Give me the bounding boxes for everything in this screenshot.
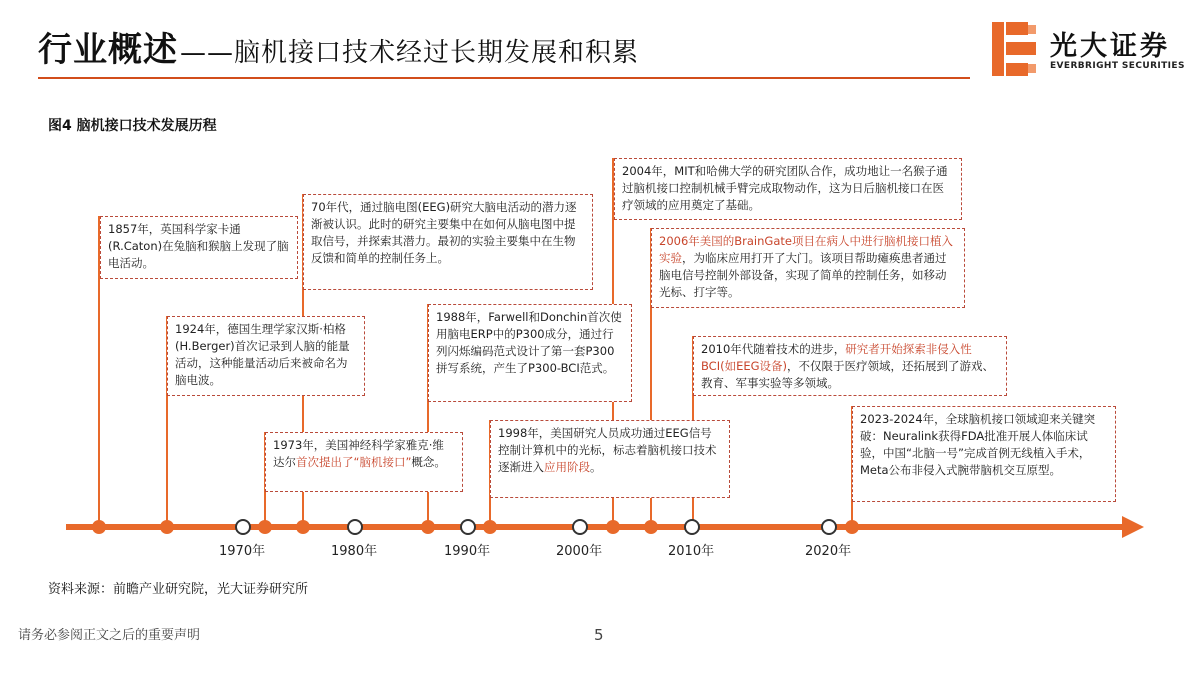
event-dot — [845, 520, 859, 534]
axis-tick-label: 1990年 — [444, 544, 491, 559]
source-note: 资料来源：前瞻产业研究院，光大证券研究所 — [48, 582, 309, 597]
event-text: 1857年，英国科学家卡通(R.Caton)在兔脑和猴脑上发现了脑电活动。 — [108, 222, 289, 270]
event-text: 1988年，Farwell和Donchin首次使用脑电ERP中的P300成分，通过行列闪烁编码范式设计了第一套P300拼写系统，产生了P300-BCI范式。 — [436, 310, 622, 375]
event-1998 — [490, 420, 730, 498]
event-text: 2023-2024年，全球脑机接口领域迎来关键突破：Neuralink获得FDA批准开展人体临床试验，中国“北脑一号”完成首例无线植入手术，Meta公布非侵入式腕带脑机交互原型。 — [860, 412, 1096, 477]
event-highlight: 首次提出了“脑机接口” — [296, 455, 412, 469]
timeline-arrow-icon — [1122, 516, 1144, 538]
event-highlight: 应用阶段 — [544, 460, 590, 474]
event-2004 — [614, 158, 962, 220]
event-text-post: ，为临床应用打开了大门。该项目帮助瘫痪患者通过脑电信号控制外部设备，实现了简单的控制任务，如移动光标、打字等。 — [659, 251, 947, 299]
event-text-post: 概念。 — [411, 455, 446, 469]
event-2006 — [651, 228, 965, 308]
decade-marker-2010 — [684, 519, 700, 535]
event-1970s — [303, 194, 593, 290]
event-highlight: 研究者开始探索非侵入性BCI(如EEG设备) — [701, 342, 972, 373]
brand-logo — [990, 18, 1190, 80]
brand-name-en: EVERBRIGHT SECURITIES — [1050, 61, 1185, 71]
event-text-pre: 1998年，美国研究人员成功通过EEG信号控制计算机中的光标，标志着脑机接口技术逐渐进入 — [498, 426, 717, 474]
event-text-pre: 2010年代随着技术的进步， — [701, 342, 846, 356]
everbright-logo-icon — [992, 22, 1038, 76]
event-dot — [421, 520, 435, 534]
event-2023-2024 — [852, 406, 1116, 502]
title-subtitle: 脑机接口技术经过长期发展和积累 — [234, 38, 640, 68]
title-divider — [38, 77, 970, 79]
event-1924 — [167, 316, 365, 396]
timeline-axis — [66, 524, 1126, 530]
event-1973 — [265, 432, 463, 492]
page-number: 5 — [594, 626, 604, 644]
event-dot — [483, 520, 497, 534]
axis-tick-label: 1980年 — [331, 544, 378, 559]
event-text-post: ，不仅限于医疗领域，还拓展到了游戏、教育、军事实验等多领域。 — [701, 359, 995, 390]
figure-title: 图4 脑机接口技术发展历程 — [48, 118, 217, 134]
event-1857 — [100, 216, 298, 279]
page-title — [38, 22, 639, 71]
decade-marker-2000 — [572, 519, 588, 535]
event-1988 — [428, 304, 632, 402]
decade-marker-2020 — [821, 519, 837, 535]
event-dot — [644, 520, 658, 534]
brand-name-cn: 光大证券 — [1050, 31, 1170, 62]
axis-tick-label: 2000年 — [556, 544, 603, 559]
axis-tick-label: 2020年 — [805, 544, 852, 559]
title-main: 行业概述 — [38, 30, 178, 70]
axis-tick-label: 2010年 — [668, 544, 715, 559]
decade-marker-1980 — [347, 519, 363, 535]
event-text-pre: 1973年，美国神经科学家雅克·维达尔 — [273, 438, 444, 469]
title-dash: —— — [180, 38, 234, 68]
event-text: 1924年，德国生理学家汉斯·柏格(H.Berger)首次记录到人脑的能量活动，这种能量活动后来被命名为脑电波。 — [175, 322, 350, 387]
axis-tick-label: 1970年 — [219, 544, 266, 559]
disclaimer: 请务必参阅正文之后的重要声明 — [18, 628, 201, 643]
event-dot — [92, 520, 106, 534]
event-dot — [258, 520, 272, 534]
event-dot — [606, 520, 620, 534]
event-dot — [160, 520, 174, 534]
event-2010s — [693, 336, 1007, 396]
event-text-post: 。 — [590, 460, 602, 474]
event-highlight: 2006年美国的BrainGate项目在病人中进行脑机接口植入实验 — [659, 234, 953, 265]
decade-marker-1970 — [235, 519, 251, 535]
event-text: 2004年，MIT和哈佛大学的研究团队合作，成功地让一名猴子通过脑机接口控制机械手臂完成取物动作，这为日后脑机接口在医疗领域的应用奠定了基础。 — [622, 164, 948, 212]
decade-marker-1990 — [460, 519, 476, 535]
event-dot — [296, 520, 310, 534]
event-text: 70年代，通过脑电图(EEG)研究大脑电活动的潜力逐渐被认识。此时的研究主要集中在如何从脑电图中提取信号，并探索其潜力。最初的实验主要集中在生物反馈和简单的控制任务上。 — [311, 200, 577, 265]
